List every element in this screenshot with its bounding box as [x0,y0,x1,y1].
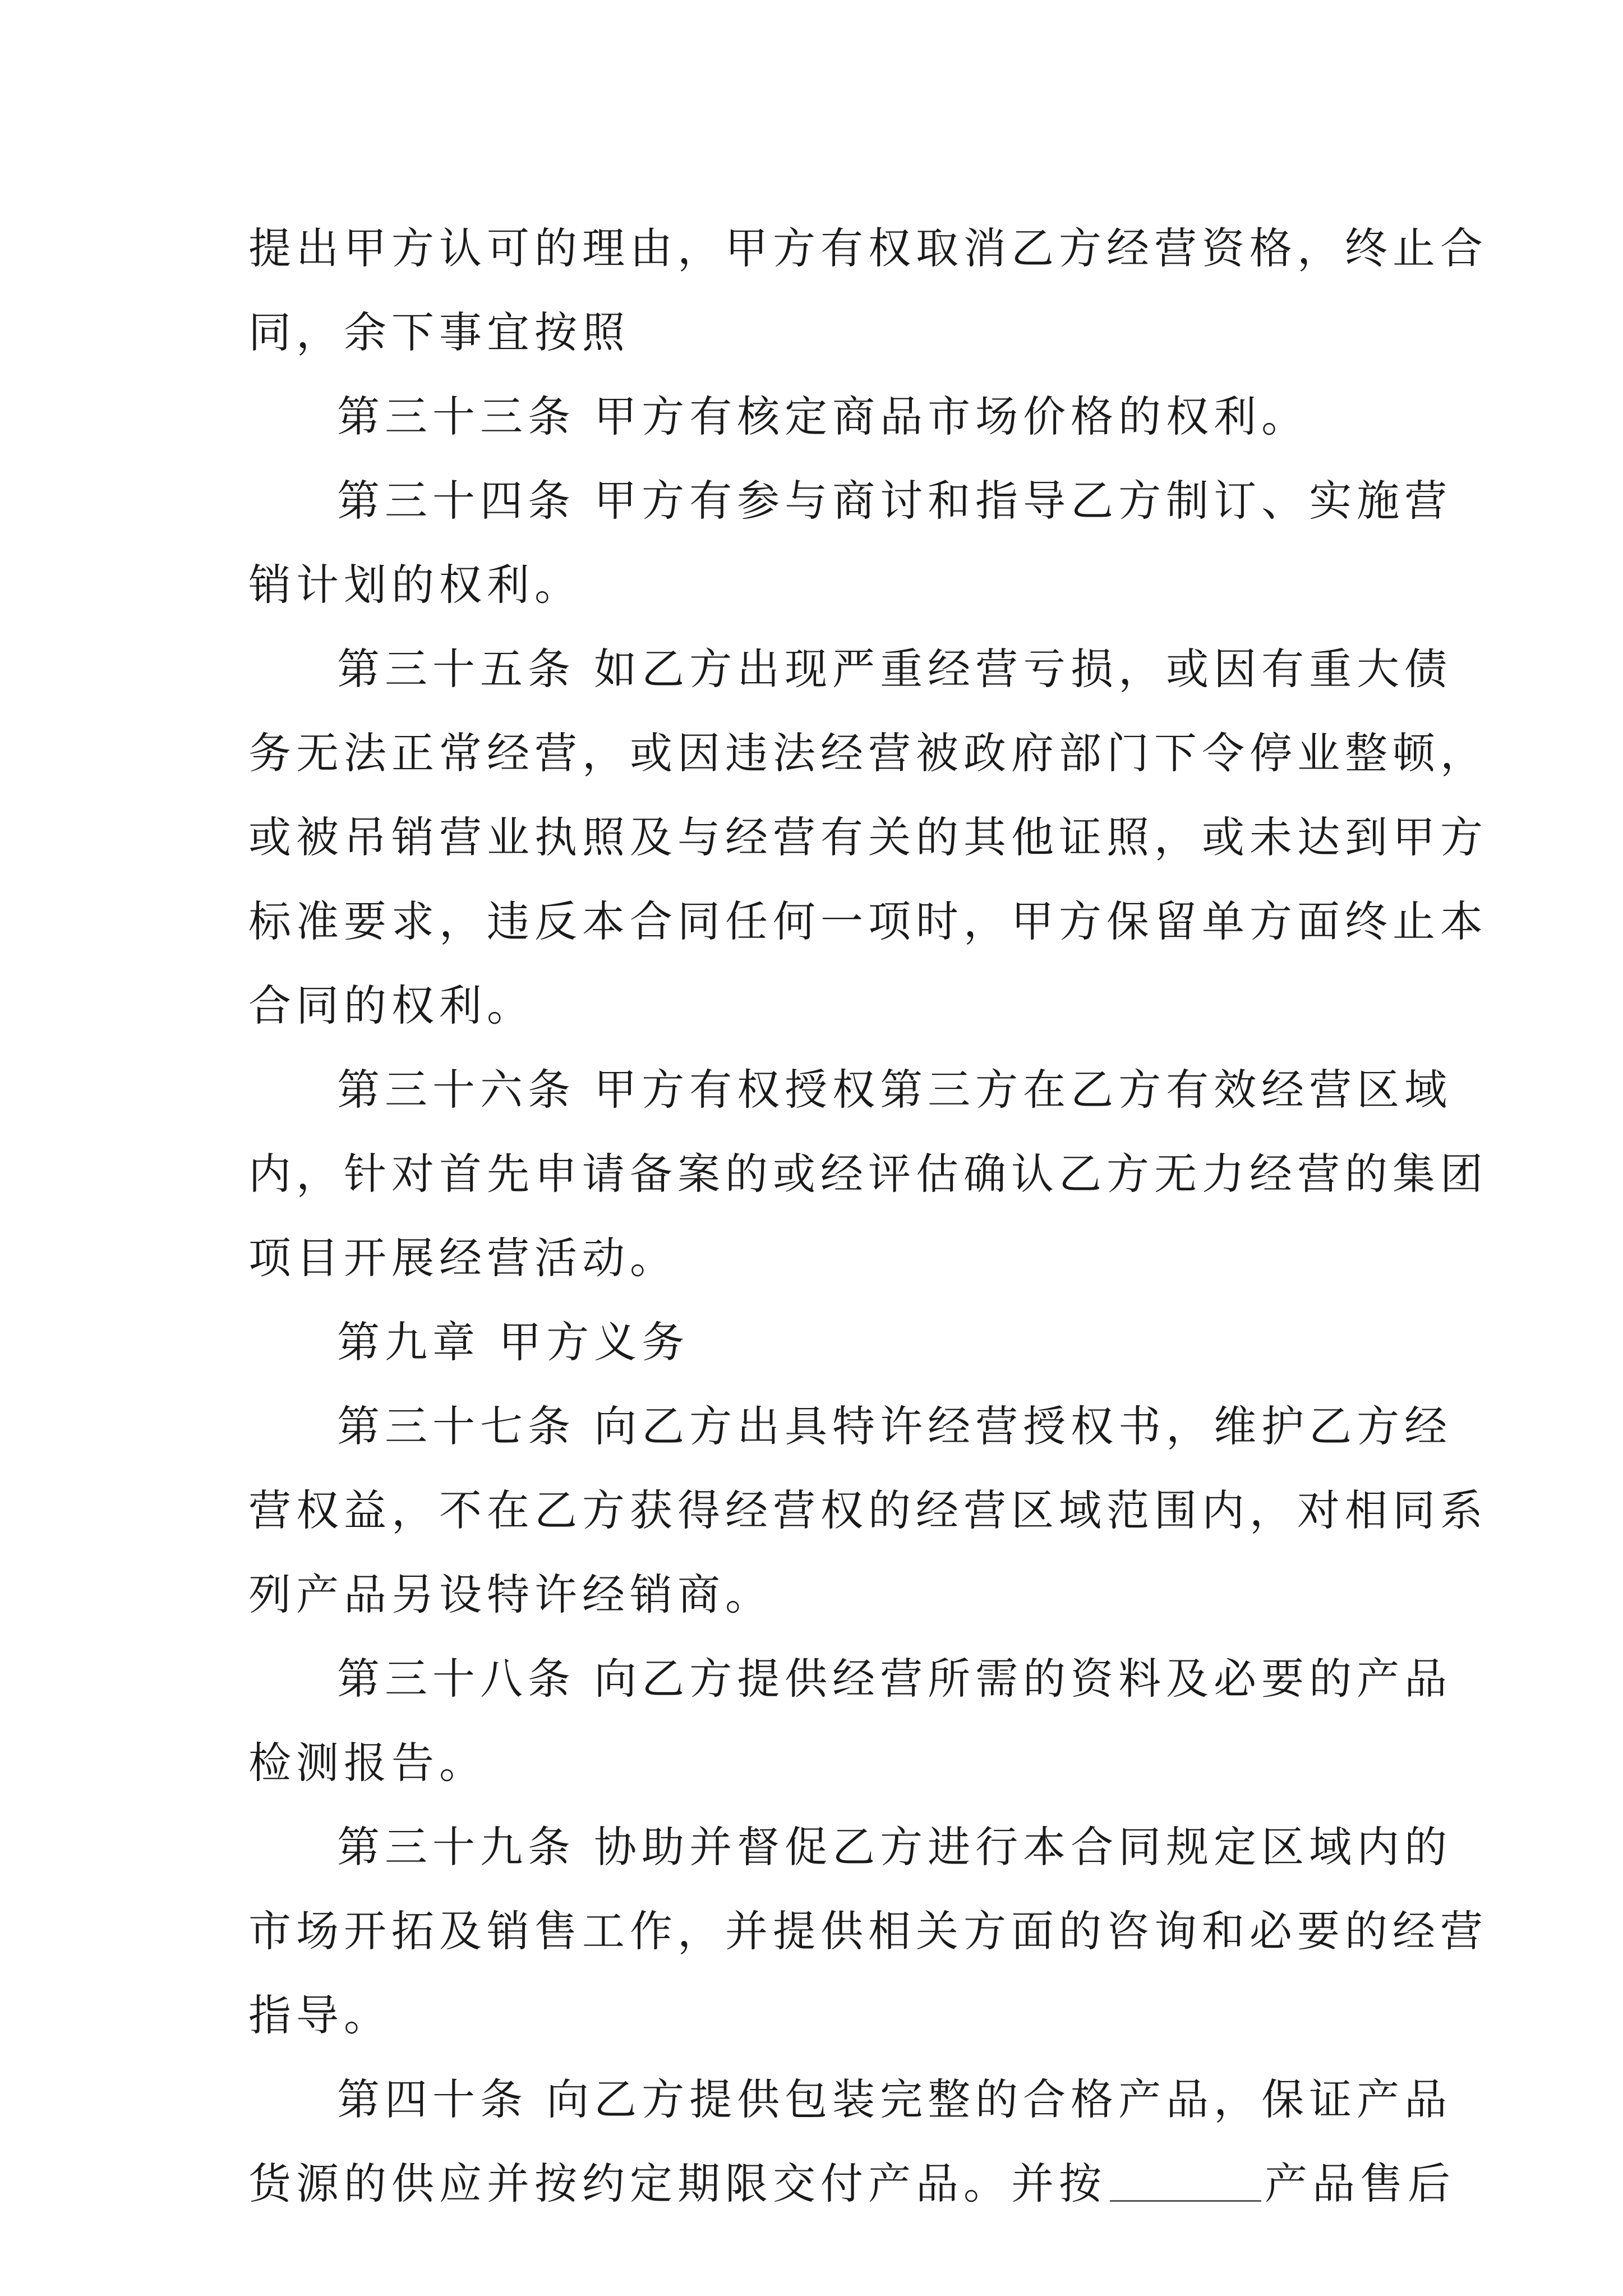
text-line: 务无法正常经营，或因违法经营被政府部门下令停业整顿， [248,728,1488,778]
text-line-with-blank [248,2142,1455,2226]
text-line: 营权益，不在乙方获得经营权的经营区域范围内，对相同系 [248,1485,1488,1535]
text-line: 市场开拓及销售工作，并提供相关方面的咨询和必要的经营 [248,1906,1488,1956]
text-after-blank: 产品售后 [1265,2159,1455,2208]
article-35-line: 第三十五条 如乙方出现严重经营亏损，或因有重大债 [337,644,1453,694]
text-before-blank: 货源的供应并按约定期限交付产品。并按 [248,2159,1106,2208]
text-line: 或被吊销营业执照及与经营有关的其他证照，或未达到甲方 [248,812,1488,862]
text-line: 合同的权利。 [248,981,534,1030]
fill-in-blank [1110,2157,1261,2202]
text-line: 销计划的权利。 [248,560,582,610]
text-line: 检测报告。 [248,1738,487,1788]
article-38-line: 第三十八条 向乙方提供经营所需的资料及必要的产品 [337,1654,1453,1704]
text-line: 内，针对首先申请备案的或经评估确认乙方无力经营的集团 [248,1149,1488,1199]
text-line: 同，余下事宜按照 [248,307,630,357]
text-line: 标准要求，违反本合同任何一项时，甲方保留单方面终止本 [248,896,1488,946]
text-line: 指导。 [248,1990,391,2040]
document-body [248,206,1488,2226]
article-40-line: 第四十条 向乙方提供包装完整的合格产品，保证产品 [337,2074,1453,2124]
article-34-line: 第三十四条 甲方有参与商讨和指导乙方制订、实施营 [337,476,1453,526]
article-33-line: 第三十三条 甲方有核定商品市场价格的权利。 [337,392,1310,441]
chapter-heading: 第九章 甲方义务 [337,1317,690,1367]
text-line: 列产品另设特许经销商。 [248,1570,773,1619]
article-36-line: 第三十六条 甲方有权授权第三方在乙方有效经营区域 [337,1065,1453,1115]
article-39-line: 第三十九条 协助并督促乙方进行本合同规定区域内的 [337,1822,1453,1872]
text-line: 项目开展经营活动。 [248,1233,677,1283]
text-line: 提出甲方认可的理由，甲方有权取消乙方经营资格，终止合 [248,223,1488,273]
article-37-line: 第三十七条 向乙方出具特许经营授权书，维护乙方经 [337,1401,1453,1451]
